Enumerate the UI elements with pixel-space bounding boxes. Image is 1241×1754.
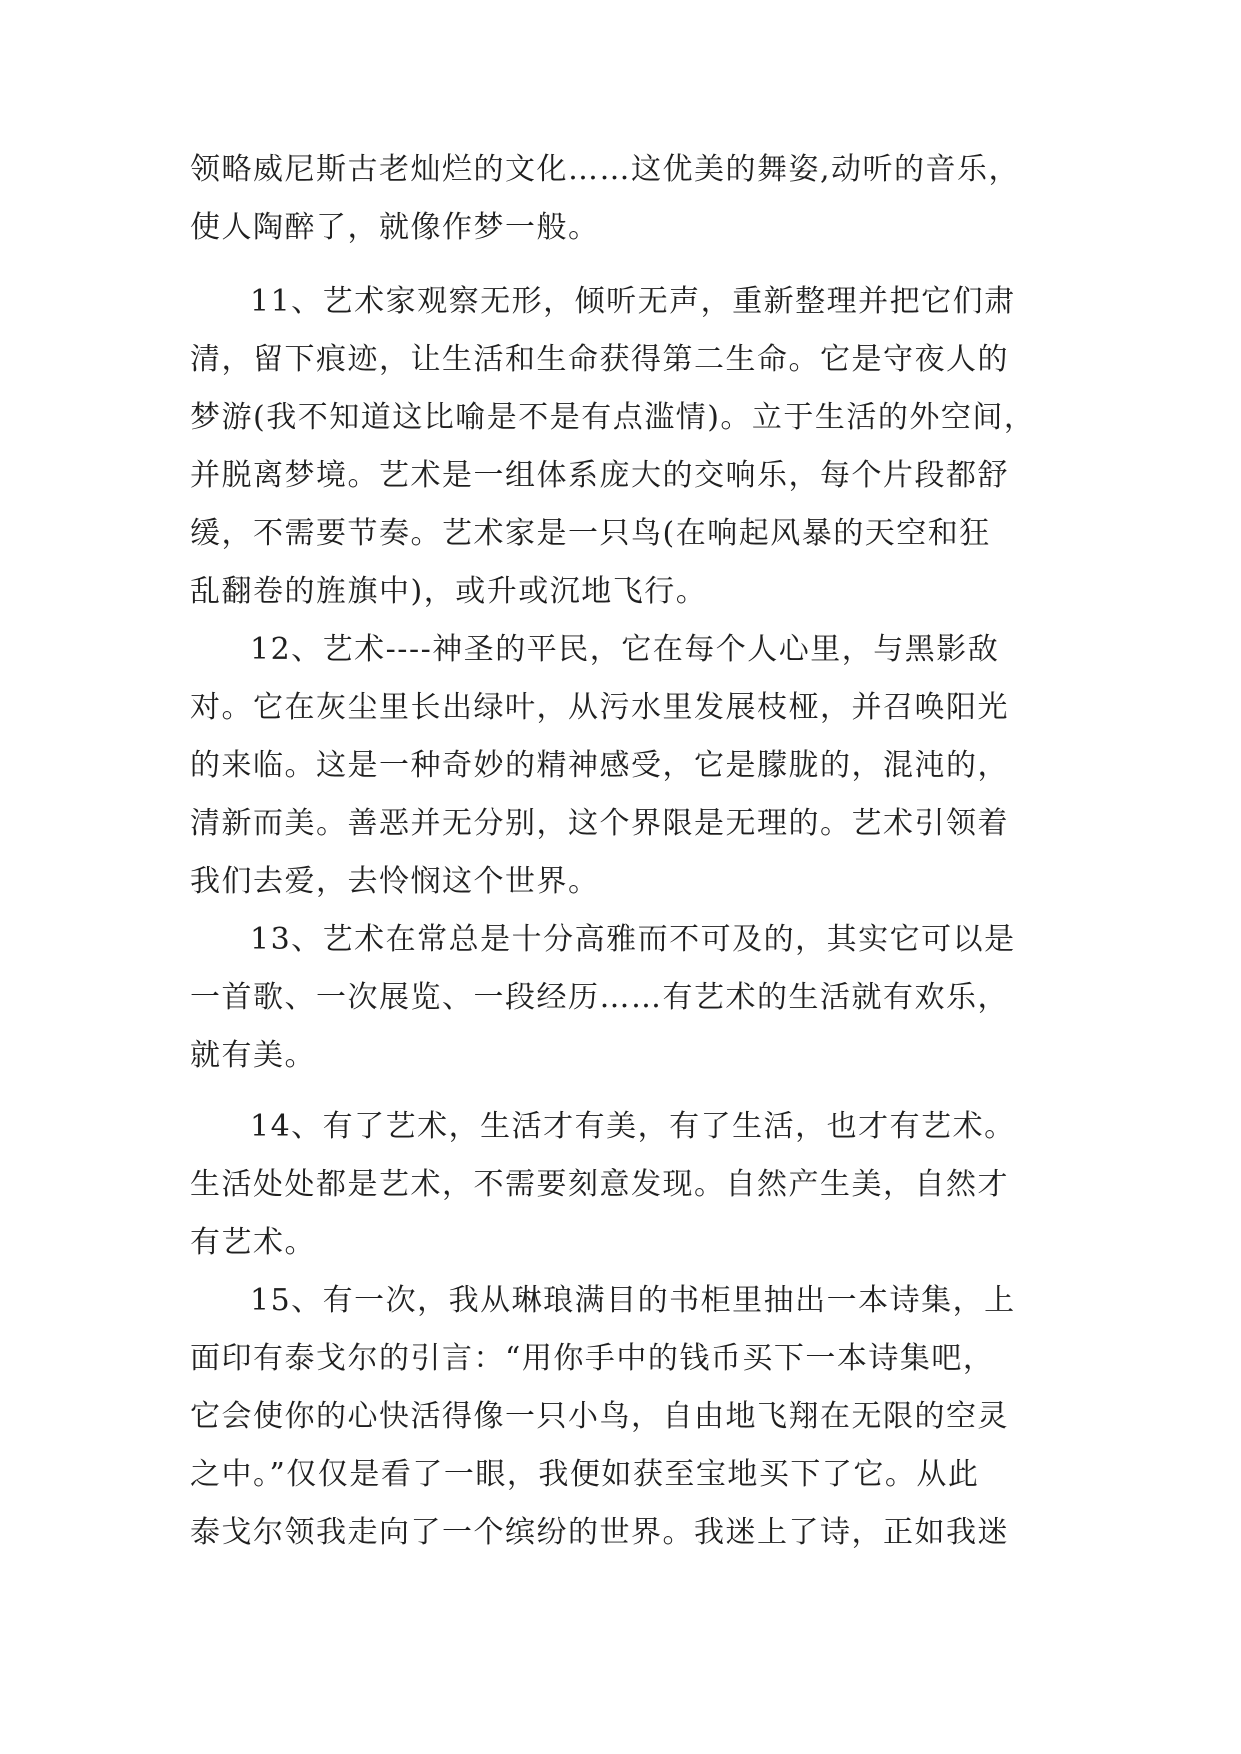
text-line: 就有美。 (190, 1038, 316, 1073)
text-line: 乱翻卷的旌旗中)，或升或沉地飞行。 (190, 574, 708, 609)
text-line: 泰戈尔领我走向了一个缤纷的世界。我迷上了诗，正如我迷 (190, 1515, 1009, 1550)
text-line: 清，留下痕迹，让生活和生命获得第二生命。它是守夜人的 (190, 342, 1009, 377)
text-line: 并脱离梦境。艺术是一组体系庞大的交响乐，每个片段都舒 (190, 458, 1009, 493)
paragraph-12-first-line: 12、艺术----神圣的平民，它在每个人心里，与黑影敌 (250, 632, 1000, 667)
text-line: 对。它在灰尘里长出绿叶，从污水里发展枝桠，并召唤阳光 (190, 690, 1009, 725)
text-line: 的来临。这是一种奇妙的精神感受，它是朦胧的，混沌的， (190, 748, 1009, 783)
paragraph-13-first-line: 13、艺术在常总是十分高雅而不可及的，其实它可以是 (250, 922, 1016, 957)
text-line: 生活处处都是艺术，不需要刻意发现。自然产生美，自然才 (190, 1167, 1009, 1202)
text-line: 我们去爱，去怜悯这个世界。 (190, 864, 600, 899)
text-line: 一首歌、一次展览、一段经历……有艺术的生活就有欢乐， (190, 980, 1009, 1015)
paragraph-15-first-line: 15、有一次，我从琳琅满目的书柜里抽出一本诗集，上 (250, 1283, 1016, 1318)
paragraph-11-first-line: 11、艺术家观察无形，倾听无声，重新整理并把它们肃 (250, 284, 1016, 319)
text-line: 梦游(我不知道这比喻是不是有点滥情)。立于生活的外空间， (190, 400, 1036, 435)
text-line: 之中。”仅仅是看了一眼，我便如获至宝地买下了它。从此 (190, 1457, 980, 1492)
paragraph-14-first-line: 14、有了艺术，生活才有美，有了生活，也才有艺术。 (250, 1109, 1016, 1144)
text-line: 缓，不需要节奏。艺术家是一只鸟(在响起风暴的天空和狂 (190, 516, 991, 551)
text-line: 领略威尼斯古老灿烂的文化……这优美的舞姿,动听的音乐， (190, 152, 1021, 187)
text-line: 有艺术。 (190, 1225, 316, 1260)
text-line: 它会使你的心快活得像一只小鸟，自由地飞翔在无限的空灵 (190, 1399, 1009, 1434)
text-line: 使人陶醉了，就像作梦一般。 (190, 210, 600, 245)
text-line: 清新而美。善恶并无分别，这个界限是无理的。艺术引领着 (190, 806, 1009, 841)
text-line: 面印有泰戈尔的引言：“用你手中的钱币买下一本诗集吧， (190, 1341, 995, 1376)
